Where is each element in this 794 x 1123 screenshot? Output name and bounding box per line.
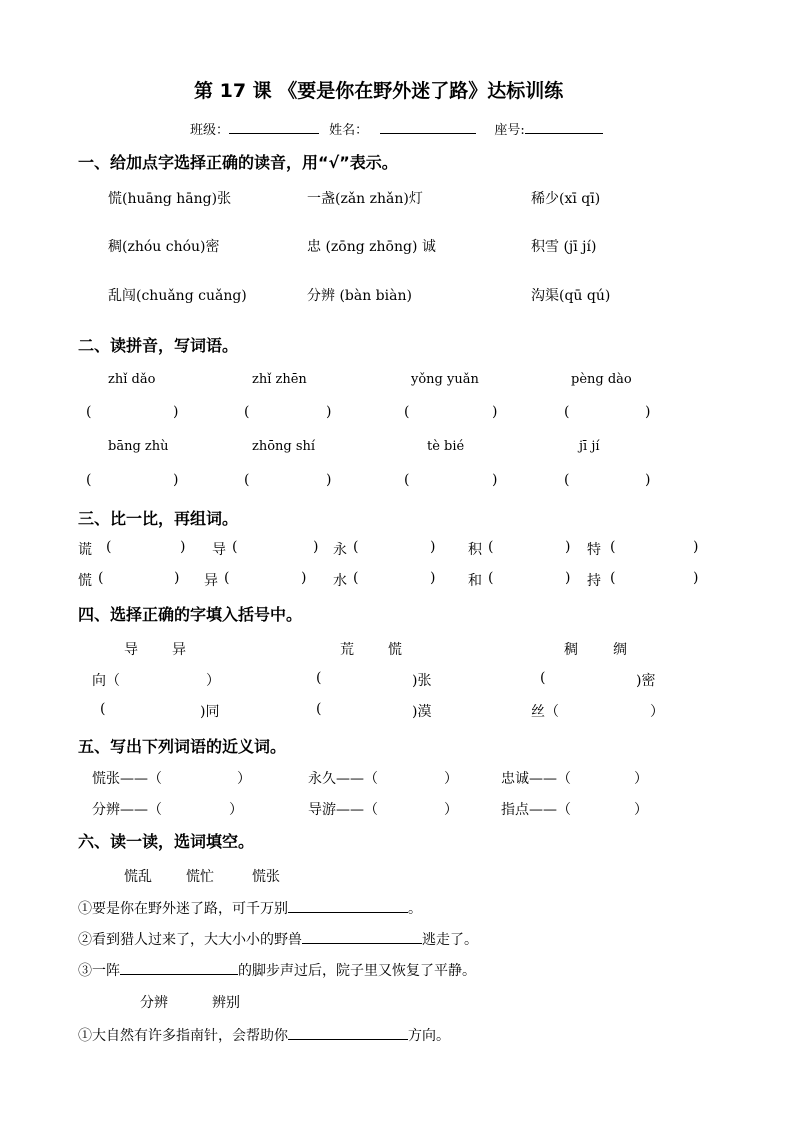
answer-paren-close[interactable]: ） — [634, 802, 648, 818]
answer-paren-close[interactable]: ) — [492, 472, 498, 488]
answer-paren-close[interactable]: ) — [693, 570, 699, 586]
answer-paren-close[interactable]: ) — [313, 539, 319, 555]
compare-char: 持 — [587, 573, 601, 589]
answer-paren-close[interactable]: ) — [645, 404, 651, 420]
answer-paren-open[interactable]: ( — [488, 539, 494, 555]
answer-paren-close[interactable]: ) — [492, 404, 498, 420]
seat-blank[interactable] — [525, 119, 603, 134]
s1-item[interactable]: 稠(zhóu chóu)密 — [108, 239, 220, 255]
compare-char: 导 — [212, 542, 226, 558]
answer-paren-open[interactable]: ( — [86, 472, 92, 488]
sentence-text: 的脚步声过后，院子里又恢复了平静。 — [238, 963, 476, 979]
compare-char: 慌 — [78, 573, 92, 589]
answer-paren-close[interactable]: ） — [229, 802, 243, 818]
answer-paren-open[interactable]: ( — [100, 701, 106, 717]
compare-char: 谎 — [78, 542, 92, 558]
answer-paren-open[interactable]: ( — [316, 670, 322, 686]
fill-suffix[interactable]: ） — [206, 673, 220, 689]
fill-sentence-3 — [78, 960, 476, 980]
class-blank[interactable] — [229, 119, 319, 134]
pinyin-label: bāng zhù — [108, 439, 169, 454]
fill-sentence-4 — [78, 1025, 450, 1045]
option-char: 稠 — [564, 642, 578, 658]
answer-paren-open[interactable]: ( — [488, 570, 494, 586]
section-4-heading: 四、选择正确的字填入括号中。 — [78, 605, 303, 624]
sentence-text: 方向。 — [408, 1028, 450, 1044]
section-1-heading: 一、给加点字选择正确的读音，用“√”表示。 — [78, 153, 398, 172]
page-title: 第 17 课 《要是你在野外迷了路》达标训练 — [194, 80, 564, 102]
answer-paren-close[interactable]: ） — [444, 802, 458, 818]
answer-paren-open[interactable]: ( — [244, 472, 250, 488]
answer-paren-open[interactable]: ( — [540, 670, 546, 686]
answer-paren-close[interactable]: ) — [693, 539, 699, 555]
answer-paren-close[interactable]: ) — [326, 404, 332, 420]
answer-paren-open[interactable]: ( — [564, 472, 570, 488]
fill-sentence-1 — [78, 898, 422, 918]
info-line — [190, 119, 603, 138]
fill-blank[interactable] — [120, 960, 238, 975]
class-label: 班级： — [190, 123, 230, 138]
s1-item[interactable]: 一盏(zǎn zhǎn)灯 — [307, 191, 423, 207]
compare-char: 特 — [587, 542, 601, 558]
synonym-prompt[interactable]: 慌张——（ — [92, 771, 162, 787]
answer-paren-open[interactable]: ( — [224, 570, 230, 586]
answer-paren-open[interactable]: ( — [404, 404, 410, 420]
choice-word: 分辨 — [140, 995, 168, 1011]
sentence-text: 。 — [408, 901, 422, 917]
fill-prefix[interactable]: 向（ — [92, 673, 120, 689]
name-label: 姓名： — [329, 123, 369, 138]
synonym-prompt[interactable]: 指点——（ — [501, 802, 571, 818]
answer-paren-close[interactable]: ) — [430, 570, 436, 586]
synonym-prompt[interactable]: 永久——（ — [308, 771, 378, 787]
answer-paren-close[interactable]: ) — [430, 539, 436, 555]
fill-suffix[interactable]: )漠 — [412, 704, 432, 720]
name-blank[interactable] — [380, 119, 476, 134]
option-char: 绸 — [613, 642, 627, 658]
s1-item[interactable]: 乱闯(chuǎng cuǎng) — [108, 288, 247, 304]
answer-paren-close[interactable]: ) — [326, 472, 332, 488]
sentence-text: ①要是你在野外迷了路，可千万别 — [78, 901, 288, 917]
pinyin-label: zhǐ zhēn — [252, 372, 307, 387]
fill-blank[interactable] — [288, 898, 408, 913]
answer-paren-close[interactable]: ) — [565, 570, 571, 586]
s1-item[interactable]: 积雪 (jī jí) — [531, 239, 597, 255]
sentence-text: ②看到猎人过来了，大大小小的野兽 — [78, 932, 302, 948]
synonym-prompt[interactable]: 分辨——（ — [92, 802, 162, 818]
option-char: 慌 — [388, 642, 402, 658]
s1-item[interactable]: 分辨 (bàn biàn) — [307, 288, 412, 304]
section-6-heading: 六、读一读，选词填空。 — [78, 832, 255, 851]
section-2-heading: 二、读拼音，写词语。 — [78, 336, 239, 355]
option-char: 荒 — [340, 642, 354, 658]
answer-paren-close[interactable]: ） — [634, 771, 648, 787]
answer-paren-close[interactable]: ) — [174, 570, 180, 586]
sentence-text: ①大自然有许多指南针，会帮助你 — [78, 1028, 288, 1044]
s1-item[interactable]: 稀少(xī qī) — [531, 191, 601, 207]
answer-paren-open[interactable]: ( — [106, 539, 112, 555]
compare-char: 异 — [204, 573, 218, 589]
answer-paren-close[interactable]: ) — [565, 539, 571, 555]
pinyin-label: yǒng yuǎn — [411, 372, 479, 387]
choice-word: 慌乱 — [124, 869, 152, 885]
answer-paren-close[interactable]: ) — [645, 472, 651, 488]
answer-paren-open[interactable]: ( — [86, 404, 92, 420]
answer-paren-close[interactable]: ) — [173, 472, 179, 488]
synonym-prompt[interactable]: 忠诚——（ — [501, 771, 571, 787]
answer-paren-open[interactable]: ( — [232, 539, 238, 555]
fill-sentence-2 — [78, 929, 478, 949]
choice-word: 辨别 — [212, 995, 240, 1011]
answer-paren-close[interactable]: ） — [444, 771, 458, 787]
fill-suffix[interactable]: )密 — [636, 673, 656, 689]
sentence-text: ③一阵 — [78, 963, 120, 979]
answer-paren-open[interactable]: ( — [98, 570, 104, 586]
answer-paren-open[interactable]: ( — [564, 404, 570, 420]
answer-paren-open[interactable]: ( — [244, 404, 250, 420]
answer-paren-close[interactable]: ） — [237, 771, 251, 787]
fill-blank[interactable] — [302, 929, 422, 944]
s1-item[interactable]: 沟渠(qū qú) — [531, 288, 611, 304]
compare-char: 和 — [468, 573, 482, 589]
pinyin-label: zhōng shí — [252, 439, 316, 454]
choice-word: 慌忙 — [186, 869, 214, 885]
seat-label: 座号: — [494, 123, 525, 138]
fill-suffix[interactable]: ） — [650, 704, 664, 720]
s1-item[interactable]: 慌(huāng hāng)张 — [108, 191, 232, 207]
synonym-prompt[interactable]: 导游——（ — [308, 802, 378, 818]
option-char: 导 — [124, 642, 138, 658]
answer-paren-close[interactable]: ) — [301, 570, 307, 586]
answer-paren-open[interactable]: ( — [353, 539, 359, 555]
answer-paren-close[interactable]: ) — [173, 404, 179, 420]
answer-paren-open[interactable]: ( — [610, 570, 616, 586]
compare-char: 永 — [333, 542, 347, 558]
pinyin-label: jī jí — [579, 439, 600, 454]
option-char: 异 — [172, 642, 186, 658]
s1-item[interactable]: 忠 (zōng zhōng) 诚 — [307, 239, 436, 255]
fill-suffix[interactable]: )张 — [412, 673, 432, 689]
pinyin-label: zhǐ dǎo — [108, 372, 156, 387]
pinyin-label: tè bié — [427, 439, 465, 454]
compare-char: 水 — [333, 573, 347, 589]
section-5-heading: 五、写出下列词语的近义词。 — [78, 737, 287, 756]
section-3-heading: 三、比一比，再组词。 — [78, 509, 239, 528]
sentence-text: 逃走了。 — [422, 932, 478, 948]
answer-paren-open[interactable]: ( — [610, 539, 616, 555]
fill-suffix[interactable]: )同 — [200, 704, 220, 720]
fill-prefix[interactable]: 丝（ — [531, 704, 559, 720]
answer-paren-open[interactable]: ( — [316, 701, 322, 717]
answer-paren-open[interactable]: ( — [353, 570, 359, 586]
fill-blank[interactable] — [288, 1025, 408, 1040]
compare-char: 积 — [468, 542, 482, 558]
pinyin-label: pèng dào — [571, 372, 632, 387]
choice-word: 慌张 — [252, 869, 280, 885]
answer-paren-close[interactable]: ) — [180, 539, 186, 555]
answer-paren-open[interactable]: ( — [404, 472, 410, 488]
